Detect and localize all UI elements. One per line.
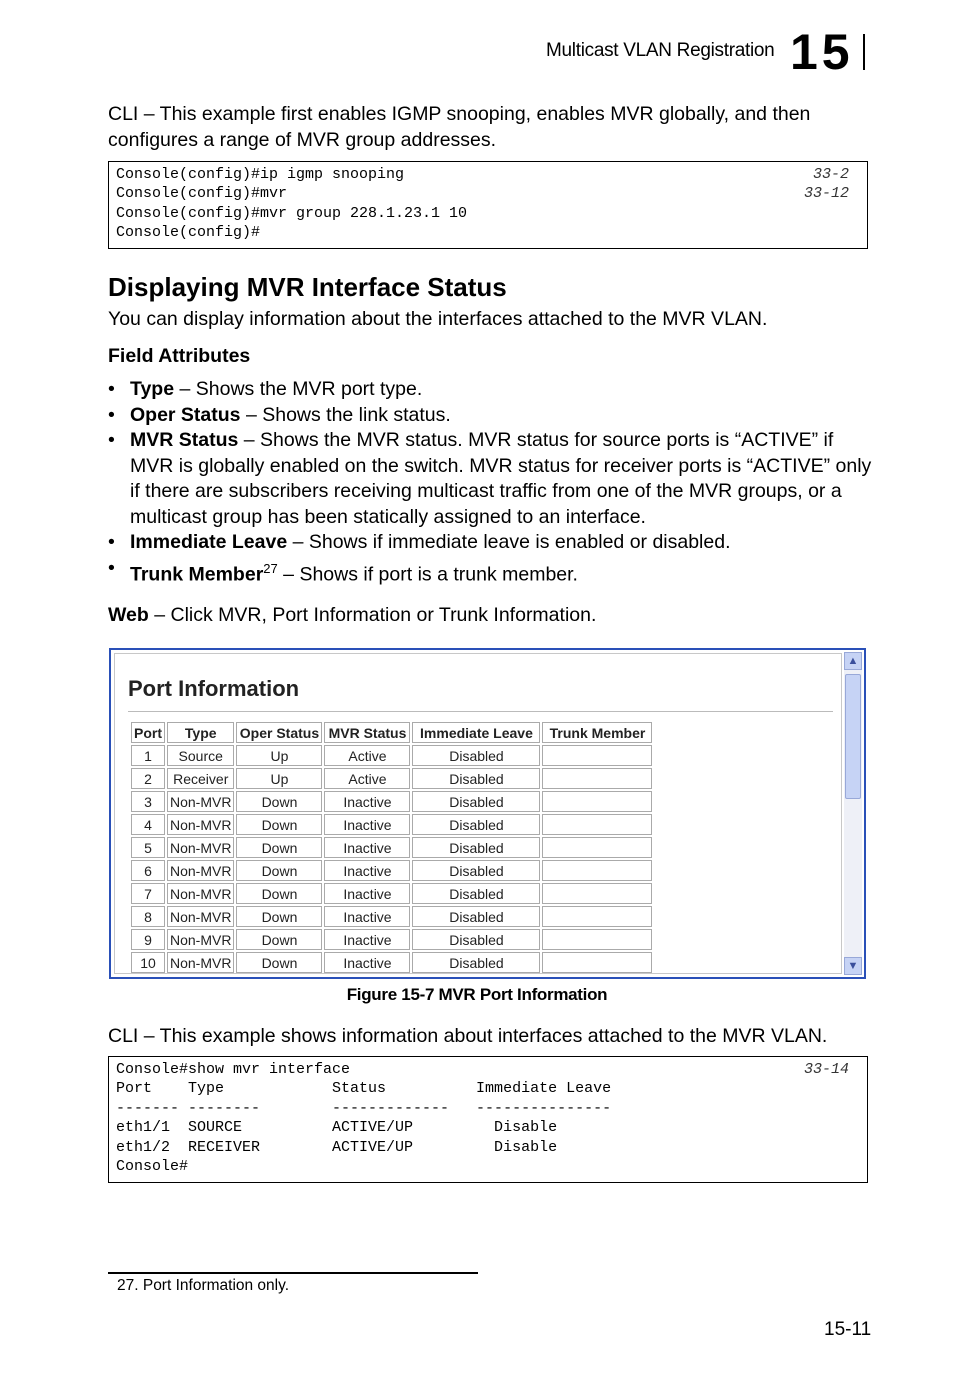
scroll-up-icon[interactable]: ▲ [844, 652, 862, 670]
scroll-down-icon[interactable]: ▼ [844, 957, 862, 975]
page-number: 15-11 [824, 1319, 872, 1340]
table-cell [542, 952, 652, 973]
screenshot-content [114, 653, 842, 974]
attribute-description: – Shows the link status. [240, 403, 451, 426]
web-instruction-text: – Click MVR, Port Information or Trunk Information. [148, 604, 597, 626]
attribute-description: – Shows if immediate leave is enabled or disabled. [287, 531, 731, 553]
code-line [116, 223, 867, 242]
cli-code-block-1 [108, 161, 868, 249]
table-cell: Disabled [412, 814, 540, 835]
field-attribute-list [108, 377, 878, 588]
table-cell [542, 791, 652, 812]
code-text: Console(config)#mvr group 228.1.23.1 10 [116, 204, 468, 222]
table-cell [542, 768, 652, 789]
table-cell: Active [324, 745, 410, 766]
table-cell [542, 745, 652, 766]
list-item [108, 428, 878, 530]
code-line [116, 1157, 867, 1176]
footnote-divider [108, 1272, 478, 1274]
code-line [116, 1138, 867, 1157]
table-row [131, 745, 652, 766]
table-cell [542, 837, 652, 858]
web-instruction [108, 602, 878, 628]
table-cell: 10 [131, 952, 165, 973]
code-text: eth1/1 SOURCE ACTIVE/UP Disable [116, 1119, 558, 1137]
code-line [116, 1060, 867, 1079]
table-cell: Up [236, 768, 322, 789]
code-line [116, 184, 867, 203]
table-row [131, 929, 652, 950]
table-cell: Down [236, 929, 322, 950]
table-cell: Down [236, 952, 322, 973]
running-header: Multicast VLAN Registration [546, 40, 775, 61]
chapter-divider [863, 34, 865, 70]
port-information-title: Port Information [128, 676, 300, 701]
code-text: Console(config)# [116, 224, 261, 242]
footnote-marker: 27 [263, 560, 278, 576]
table-cell: 8 [131, 906, 165, 927]
table-cell: Down [236, 814, 322, 835]
list-item [108, 403, 878, 429]
table-cell: Disabled [412, 768, 540, 789]
table-cell: Inactive [324, 883, 410, 904]
table-cell: Receiver [167, 768, 234, 789]
table-cell: Disabled [412, 952, 540, 973]
command-reference: 33-12 [803, 185, 849, 203]
table-cell: Inactive [324, 860, 410, 881]
table-cell: Source [167, 745, 234, 766]
table-row [131, 883, 652, 904]
table-cell: Disabled [412, 837, 540, 858]
section-title: Displaying MVR Interface Status [108, 272, 507, 302]
command-reference: 33-2 [812, 166, 849, 183]
field-attributes-heading: Field Attributes [108, 345, 251, 367]
table-cell: Non-MVR [167, 952, 234, 973]
table-cell: Inactive [324, 837, 410, 858]
table-cell: Up [236, 745, 322, 766]
footnote: 27. Port Information only. [117, 1277, 290, 1294]
table-cell: Non-MVR [167, 883, 234, 904]
attribute-term: Oper Status [130, 403, 241, 426]
table-cell: Non-MVR [167, 860, 234, 881]
code-line [116, 204, 867, 223]
column-header: MVR Status [324, 722, 410, 743]
code-text: eth1/2 RECEIVER ACTIVE/UP Disable [116, 1138, 558, 1156]
port-information-table [129, 720, 654, 974]
table-cell [542, 929, 652, 950]
table-cell: Inactive [324, 952, 410, 973]
attribute-term: Trunk Member [130, 563, 264, 585]
table-cell: 4 [131, 814, 165, 835]
table-cell: Active [324, 768, 410, 789]
code-line [116, 1079, 867, 1098]
port-information-screenshot [109, 648, 866, 979]
table-cell: Non-MVR [167, 837, 234, 858]
column-header: Trunk Member [542, 722, 652, 743]
table-cell: Disabled [412, 883, 540, 904]
table-row [131, 791, 652, 812]
code-text: Port Type Status Immediate Leave [116, 1080, 612, 1098]
table-cell: Non-MVR [167, 791, 234, 812]
chapter-number: 15 [790, 24, 854, 80]
table-cell: Inactive [324, 814, 410, 835]
table-header-row [131, 722, 652, 743]
table-cell [542, 860, 652, 881]
section-intro: You can display information about the interfaces attached to the MVR VLAN. [108, 308, 768, 330]
code-text: ------- -------- ------------- --------------- [116, 1099, 612, 1117]
column-header: Immediate Leave [412, 722, 540, 743]
table-cell: Inactive [324, 906, 410, 927]
table-cell: Down [236, 837, 322, 858]
list-item [108, 530, 878, 556]
column-header: Oper Status [236, 722, 322, 743]
cli-show-intro: CLI – This example shows information about interfaces attached to the MVR VLAN. [108, 1025, 828, 1047]
table-cell: 1 [131, 745, 165, 766]
code-line [116, 1099, 867, 1118]
web-label: Web [108, 604, 149, 626]
table-cell: Disabled [412, 745, 540, 766]
table-cell [542, 883, 652, 904]
table-row [131, 860, 652, 881]
table-row [131, 837, 652, 858]
table-cell: Down [236, 860, 322, 881]
table-cell: Inactive [324, 791, 410, 812]
table-row [131, 906, 652, 927]
figure-caption: Figure 15-7 MVR Port Information [346, 985, 608, 1004]
table-row [131, 952, 652, 973]
table-cell [542, 906, 652, 927]
table-cell: Down [236, 906, 322, 927]
table-cell: Down [236, 791, 322, 812]
table-cell: Non-MVR [167, 814, 234, 835]
code-text: Console(config)#mvr [116, 185, 288, 203]
title-divider [128, 711, 833, 712]
table-cell: 9 [131, 929, 165, 950]
code-text: Console#show mvr interface [116, 1061, 351, 1078]
table-cell: 2 [131, 768, 165, 789]
scrollbar-thumb[interactable] [845, 674, 861, 799]
table-cell: 7 [131, 883, 165, 904]
table-cell: Disabled [412, 791, 540, 812]
table-cell: 3 [131, 791, 165, 812]
table-cell: Down [236, 883, 322, 904]
code-text: Console# [116, 1157, 189, 1175]
attribute-term: MVR Status [130, 429, 239, 451]
table-cell: Non-MVR [167, 929, 234, 950]
table-cell: Inactive [324, 929, 410, 950]
cli-code-block-2 [108, 1056, 868, 1183]
table-cell: 6 [131, 860, 165, 881]
code-text: Console(config)#ip igmp snooping [116, 166, 405, 183]
vertical-scrollbar[interactable] [844, 652, 862, 975]
cli-intro-paragraph: CLI – This example first enables IGMP snooping, enables MVR globally, and then configures a range of MVR group addresses. [108, 103, 811, 151]
attribute-description: – Shows the MVR port type. [174, 378, 423, 400]
column-header: Type [167, 722, 234, 743]
table-cell: Disabled [412, 906, 540, 927]
table-cell: Non-MVR [167, 906, 234, 927]
list-item [108, 377, 878, 403]
attribute-description: – Shows if port is a trunk member. [277, 563, 578, 585]
table-cell: Disabled [412, 929, 540, 950]
command-reference: 33-14 [803, 1061, 849, 1078]
list-item [108, 556, 878, 588]
table-cell [542, 814, 652, 835]
table-row [131, 768, 652, 789]
code-line [116, 1118, 867, 1137]
table-row [131, 814, 652, 835]
column-header: Port [131, 722, 165, 743]
attribute-term: Immediate Leave [130, 531, 288, 553]
table-cell: 5 [131, 837, 165, 858]
attribute-description: – Shows the MVR status. MVR status for source ports is “ACTIVE” if MVR is globally enabled on the switch. MVR status for receiver ports is “ACTIVE” only if there are subscribers receiving multicast traffic from one of the MVR groups, or a multicast group has been statically assigned to an interface. [130, 429, 872, 528]
code-line [116, 165, 867, 184]
table-cell: Disabled [412, 860, 540, 881]
attribute-term: Type [130, 378, 175, 400]
